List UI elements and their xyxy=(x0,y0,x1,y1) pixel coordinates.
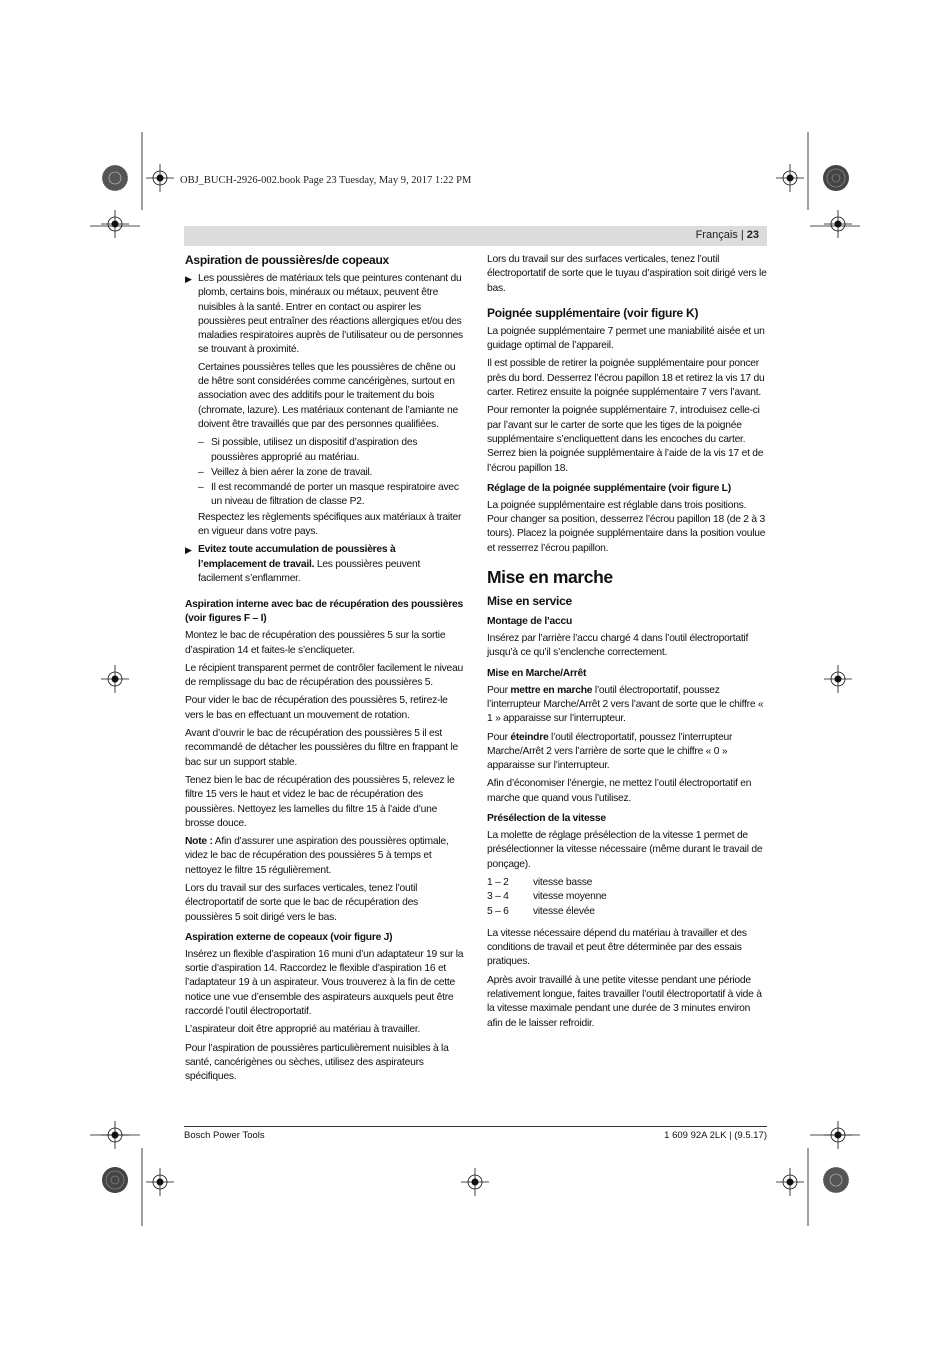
text-accumulation: Les poussières peuvent facilement s’enflammer. xyxy=(198,558,421,584)
page-footer xyxy=(184,1126,767,1141)
paragraph-before-open: Avant d’ouvrir le bac de récupération des poussières 5 il est recommandé de détacher les poussières du filtre en frappant le bac sur un support stable. xyxy=(185,728,458,768)
note-label: Note : xyxy=(185,836,213,848)
paragraph-handle-adjust: La poignée supplémentaire est réglable dans trois positions. Pour changer sa position, desserrez l’écrou papillon 18 (de 2 à 3 tours). Placez la poignée supplémentaire dans la position voulue et resserrez l’écrou papillon. xyxy=(487,499,766,554)
note-text: Afin d’assurer une aspiration des poussières optimale, videz le bac de récupération des poussières 5 à temps et nettoyez le filtre 15 régulièrement. xyxy=(185,836,449,876)
star-target-top-left xyxy=(102,165,128,191)
page-header-text xyxy=(696,229,759,241)
heading-battery-mount: Montage de l’accu xyxy=(487,616,573,628)
header-separator: | xyxy=(737,229,747,241)
paragraph-dust-harmful: Les poussières de matériaux tels que peintures contenant du plomb, certains bois, minéraux ou métaux, peuvent être nuisibles à la santé. Entrer en contact ou aspirer les poussières peut entraîner des réactions allergiques et/ou des maladies respiratoires auprès de l’utilisateur ou de personnes se trouvant à proximité. xyxy=(198,273,463,356)
paragraph-vertical-surfaces: Lors du travail sur des surfaces verticales, tenez l’outil électroportatif de sorte que le bac de récupération des poussières 5 soit dirigé vers le bas. xyxy=(185,882,418,923)
left-column xyxy=(185,253,465,1089)
warning-bullet-accumulation xyxy=(185,543,465,586)
star-target-bottom-right xyxy=(823,1167,849,1193)
text-switch-on-c: l’outil électroportatif, poussez l’interrupteur Marche/Arrêt 2 vers l’avant de sorte que le chiffre « 1 » apparaisse sur l’interrupteur. xyxy=(487,684,764,725)
bold-switch-on: mettre en marche xyxy=(510,684,593,696)
heading-mise-en-marche: Mise en marche xyxy=(487,567,613,588)
paragraph-cool-down: Après avoir travaillé à une petite vitesse pendant une période relativement longue, faites travailler l’outil électroportatif à vide à la vitesse maximale pendant une durée de 3 minutes environ afin de le laisser refroidir. xyxy=(487,974,762,1029)
paragraph-transparent: Le récipient transparent permet de contrôler facilement le niveau de remplissage du bac de récupération des poussières 5. xyxy=(185,662,463,689)
footer-brand: Bosch Power Tools xyxy=(184,1130,265,1141)
star-target-top-right xyxy=(823,165,849,191)
page-header-bar xyxy=(184,226,767,246)
bold-accumulation: Evitez toute accumulation de poussières à l’emplacement de travail. xyxy=(198,544,396,570)
bold-switch-off: éteindre xyxy=(510,731,549,743)
paragraph-dust-cancer: Certaines poussières telles que les poussières de chêne ou de hêtre sont considérées comme cancérigènes, surtout en association avec des additifs pour le traitement du bois (chromate, lazure). Les matériaux contenant de l’amiante ne doivent être travaillés que par des personnes qualifiées. xyxy=(198,361,458,430)
header-page-number: 23 xyxy=(746,229,759,241)
speed-range: 3 – 4 xyxy=(487,891,509,903)
paragraph-mount-box: Montez le bac de récupération des poussières 5 sur la sortie d’aspiration 14 et faites-le s’encliqueter. xyxy=(185,630,446,656)
speed-label: vitesse basse xyxy=(533,876,593,888)
paragraph-save-energy: Afin d’économiser l’énergie, ne mettez l’outil électroportatif en marche que quand vous l’utilisez. xyxy=(487,778,752,804)
text-switch-on-a: Pour xyxy=(487,684,511,696)
dash-text-extraction: Si possible, utilisez un dispositif d’aspiration des poussières approprié au matériau. xyxy=(211,437,418,463)
header-language: Français xyxy=(695,229,738,241)
heading-aspiration: Aspiration de poussières/de copeaux xyxy=(185,253,389,267)
paragraph-speed-depends: La vitesse nécessaire dépend du matériau à travailler et des conditions de travail et peut être déterminée par des essais pratiques. xyxy=(487,927,747,968)
paragraph-battery-mount: Insérez par l’arrière l’accu chargé 4 dans l’outil électroportatif jusqu’à ce qu’il s’enclenche correctement. xyxy=(487,633,749,659)
triangle-bullet-icon: ▶ xyxy=(185,274,192,284)
dash-text-ventilation: Veillez à bien aérer la zone de travail. xyxy=(211,466,373,478)
speed-row xyxy=(487,876,767,890)
footer-doc-number: 1 609 92A 2LK | (9.5.17) xyxy=(664,1130,767,1141)
speed-label: vitesse moyenne xyxy=(533,891,607,903)
text-switch-off-c: l’outil électroportatif, poussez l’interrupteur Marche/Arrêt 2 vers l’arrière de sorte que le chiffre « 0 » apparaisse sur l’interrupteur. xyxy=(487,731,733,772)
paragraph-switch-on xyxy=(487,684,767,727)
star-target-bottom-left xyxy=(102,1167,128,1193)
paragraph-handle-1: La poignée supplémentaire 7 permet une maniabilité aisée et un guidage optimal de l’appareil. xyxy=(487,325,765,352)
heading-handle-adjust: Réglage de la poignée supplémentaire (voir figure L) xyxy=(487,482,731,494)
speed-label: vitesse élevée xyxy=(533,905,595,917)
paragraph-handle-3: Pour remonter la poignée supplémentaire 7, introduisez celle-ci par l’avant sur le carter de sorte que les tiges de la poignée supplémentaire s’encliquettent dans les encoches du carter. Serrez bien la poignée supplémentaire à l’aide de la vis 17 et de l’écrou papillon 18. xyxy=(487,405,764,474)
heading-internal-extraction: Aspiration interne avec bac de récupération des poussières (voir figures F – I) xyxy=(185,599,463,625)
heading-external-extraction: Aspiration externe de copeaux (voir figure J) xyxy=(185,931,393,943)
dash-text-mask: Il est recommandé de porter un masque respiratoire avec un niveau de filtration de classe P2. xyxy=(211,482,459,508)
heading-auxiliary-handle: Poignée supplémentaire (voir figure K) xyxy=(487,305,699,320)
dash-item-extraction: – Si possible, utilisez un dispositif d’aspiration des poussières approprié au matériau. xyxy=(198,437,418,463)
print-slug-line: OBJ_BUCH-2926-002.book Page 23 Tuesday, May 9, 2017 1:22 PM xyxy=(180,175,472,186)
warning-bullet-dust xyxy=(185,272,465,358)
paragraph-speed-dial: La molette de réglage présélection de la vitesse 1 permet de présélectionner la vitesse nécessaire (même durant le travail de ponçage). xyxy=(487,830,763,870)
speed-range: 5 – 6 xyxy=(487,905,509,917)
paragraph-hold-box: Tenez bien le bac de récupération des poussières 5, relevez le filtre 15 vers le haut et videz le bac de récupération des poussières. Nettoyez les lamelles du filtre 15 à l’aide d’une brosse douce. xyxy=(185,774,455,829)
dash-item-mask: – Il est recommandé de porter un masque respiratoire avec un niveau de filtration de classe P2. xyxy=(198,482,459,508)
paragraph-respect-rules: Respectez les règlements spécifiques aux matériaux à traiter en vigueur dans votre pays. xyxy=(198,511,462,538)
text-switch-off-a: Pour xyxy=(487,731,511,743)
heading-speed-preselection: Présélection de la vitesse xyxy=(487,813,606,825)
speed-row xyxy=(487,905,767,919)
right-column xyxy=(487,253,767,1035)
paragraph-switch-off xyxy=(487,731,767,774)
triangle-bullet-icon: ▶ xyxy=(185,545,192,556)
heading-on-off: Mise en Marche/Arrêt xyxy=(487,667,587,679)
paragraph-insert-hose: Insérez un flexible d’aspiration 16 muni d’un adaptateur 19 sur la sortie d’aspiration 14. Raccordez le flexible d’aspiration 16 et l’adaptateur 19 à un aspirateur. Vous trouverez à la fin de cette notice une vue d’ensemble des aspirateurs auxquels peut être raccordé l’outil électroportatif. xyxy=(185,948,464,1018)
paragraph-note xyxy=(185,835,465,878)
heading-mise-en-service: Mise en service xyxy=(487,594,572,609)
paragraph-empty-box: Pour vider le bac de récupération des poussières 5, retirez-le vers le bas en effectuant un mouvement de rotation. xyxy=(185,695,448,721)
paragraph-vacuum-suitable: L’aspirateur doit être approprié au matériau à travailler. xyxy=(185,1024,421,1036)
speed-table xyxy=(487,876,767,919)
paragraph-handle-2: Il est possible de retirer la poignée supplémentaire pour poncer près du bord. Desserrez l’écrou papillon 18 et retirez la vis 17 du carter. Retirez ensuite la poignée supplémentaire 7 vers l’avant. xyxy=(487,358,765,399)
paragraph-vertical-hose: Lors du travail sur des surfaces verticales, tenez l’outil électroportatif de sorte que le tuyau d’aspiration soit dirigé vers le bas. xyxy=(487,254,767,294)
dash-item-ventilation: – Veillez à bien aérer la zone de travail. xyxy=(198,466,373,478)
speed-range: 1 – 2 xyxy=(487,876,509,888)
paragraph-special-vacuum: Pour l’aspiration de poussières particulièrement nuisibles à la santé, cancérigènes ou sèches, utilisez des aspirateurs spécifiques. xyxy=(185,1042,449,1083)
speed-row xyxy=(487,890,767,904)
